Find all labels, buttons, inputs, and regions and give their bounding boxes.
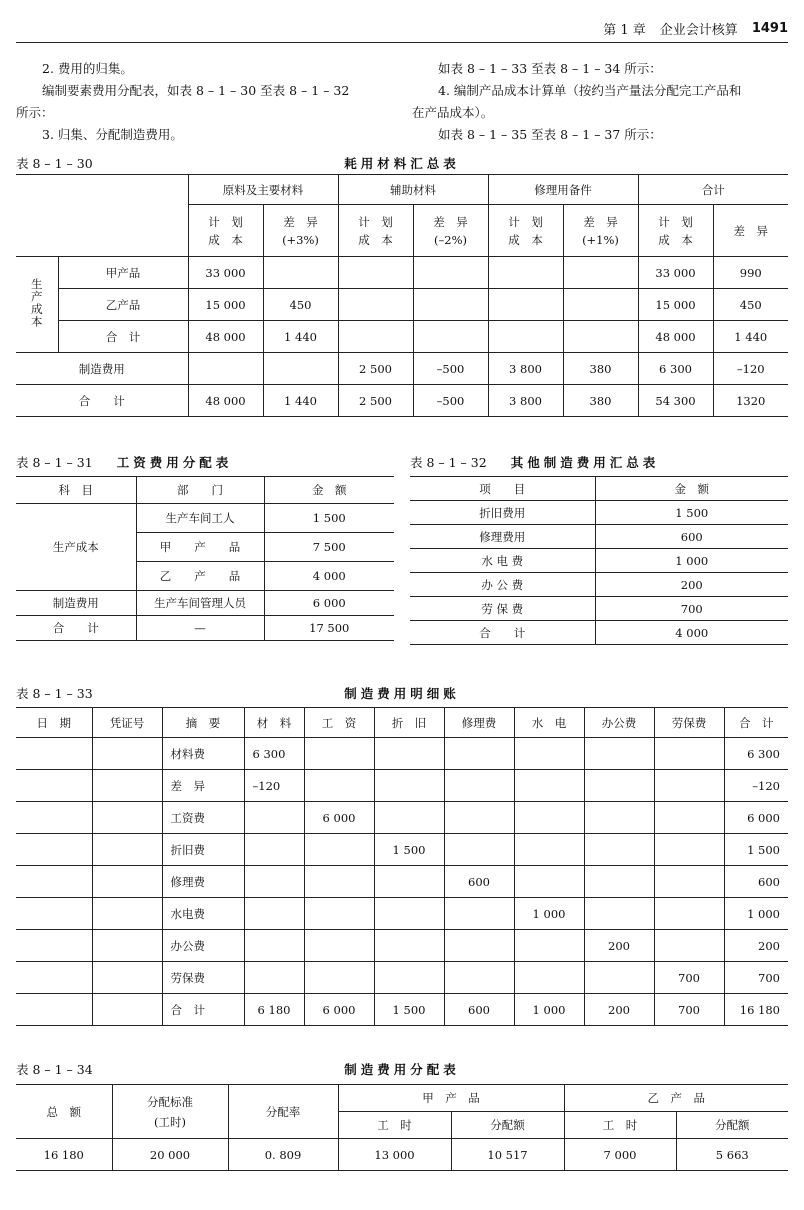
cell: 修理费用 — [410, 525, 595, 549]
cell — [413, 321, 488, 353]
cell — [563, 321, 638, 353]
col-header: 项 目 — [410, 477, 595, 501]
row-group-label: 生产成本 — [16, 504, 136, 591]
cell: — — [136, 616, 264, 641]
cell — [488, 257, 563, 289]
cell — [338, 289, 413, 321]
table-number: 表 8 – 1 – 32 — [410, 455, 487, 470]
col-header: 凭证号 — [92, 708, 162, 738]
table-row — [410, 549, 788, 573]
cell: 3 800 — [488, 385, 563, 417]
cell: 700 — [595, 597, 788, 621]
cell: 33 000 — [188, 257, 263, 289]
cell — [413, 289, 488, 321]
cell — [338, 321, 413, 353]
table-32-caption — [410, 453, 659, 471]
table-total-row — [16, 616, 394, 641]
table-31-caption — [16, 453, 232, 471]
cell: 380 — [563, 385, 638, 417]
table-mfg-allocation — [16, 1084, 788, 1171]
cell: 生产车间管理人员 — [136, 591, 264, 616]
cell: 劳保费 — [162, 962, 244, 994]
table-34-caption — [16, 1060, 788, 1078]
cell: 33 000 — [638, 257, 713, 289]
cell: 制造费用 — [16, 591, 136, 616]
cell — [488, 321, 563, 353]
table-30-caption — [16, 154, 788, 172]
col-header: 折 旧 — [374, 708, 444, 738]
running-header — [16, 14, 788, 43]
cell: 990 — [713, 257, 788, 289]
cell: 1 440 — [713, 321, 788, 353]
paragraph: 4. 编制产品成本计算单（按约当产量法分配完工产品和 — [438, 83, 742, 98]
row-label: 合 计 — [58, 321, 188, 353]
table-title: 其他制造费用汇总表 — [510, 455, 660, 470]
col-header: 金 额 — [595, 477, 788, 501]
cell: 水电费 — [162, 898, 244, 930]
cell: 5 663 — [676, 1139, 788, 1171]
cell — [338, 257, 413, 289]
cell: 折旧费用 — [410, 501, 595, 525]
col-header-plan: 计 划 成 本 — [488, 205, 563, 257]
table-row: 工资费 6 000 6 000 — [16, 802, 788, 834]
col-header: 水 电 — [514, 708, 584, 738]
chapter-title: 企业会计核算 — [659, 22, 738, 38]
table-row: 劳保费 700 700 — [16, 962, 788, 994]
table-row: 水电费 1 000 1 000 — [16, 898, 788, 930]
table-wage-allocation — [16, 476, 394, 641]
table-material-summary — [16, 174, 788, 417]
cell: 材料费 — [162, 738, 244, 770]
cell — [563, 257, 638, 289]
table-row: 差 异 –120 –120 — [16, 770, 788, 802]
table-total-row — [16, 385, 788, 417]
cell: 合 计 — [162, 994, 244, 1026]
col-header: 工 时 — [564, 1112, 676, 1139]
col-group-header: 修理用备件 — [488, 175, 638, 205]
table-row — [16, 321, 788, 353]
col-header: 金 额 — [264, 477, 394, 504]
cell: 水 电 费 — [410, 549, 595, 573]
cell: 13 000 — [338, 1139, 451, 1171]
paragraph: 所示： — [16, 105, 54, 120]
col-header: 分配额 — [451, 1112, 564, 1139]
table-row — [16, 289, 788, 321]
cell: 450 — [263, 289, 338, 321]
col-header: 总 额 — [16, 1085, 112, 1139]
table-title: 制造费用明细账 — [344, 686, 460, 701]
col-header-diff: 差 异 (–2%) — [413, 205, 488, 257]
cell: 办公费 — [162, 930, 244, 962]
cell: 54 300 — [638, 385, 713, 417]
cell: 15 000 — [638, 289, 713, 321]
table-row — [16, 1139, 788, 1171]
col-header-diff: 差 异 — [713, 205, 788, 257]
cell: 1 500 — [264, 504, 394, 533]
row-label: 合 计 — [16, 385, 188, 417]
table-number: 表 8 – 1 – 33 — [16, 686, 93, 701]
table-number: 表 8 – 1 – 34 — [16, 1062, 93, 1077]
cell: 乙 产 品 — [136, 562, 264, 591]
table-row — [16, 504, 394, 533]
table-row: 材料费 6 300 6 300 — [16, 738, 788, 770]
cell: 16 180 — [16, 1139, 112, 1171]
corner-cell — [16, 175, 188, 257]
cell: 7 000 — [564, 1139, 676, 1171]
cell: –500 — [413, 385, 488, 417]
cell: 生产车间工人 — [136, 504, 264, 533]
cell: 办 公 费 — [410, 573, 595, 597]
cell: 17 500 — [264, 616, 394, 641]
cell: 48 000 — [188, 385, 263, 417]
cell: 劳 保 费 — [410, 597, 595, 621]
col-header-diff: 差 异 (+1%) — [563, 205, 638, 257]
chapter-number: 第 1 章 — [603, 22, 646, 38]
page-number: 1491 — [751, 20, 788, 36]
table-row — [410, 501, 788, 525]
cell — [488, 289, 563, 321]
col-header-plan: 计 划 成 本 — [338, 205, 413, 257]
col-group-header: 辅助材料 — [338, 175, 488, 205]
col-header-plan: 计 划 成 本 — [638, 205, 713, 257]
cell: 1 440 — [263, 385, 338, 417]
cell: 15 000 — [188, 289, 263, 321]
table-row — [410, 525, 788, 549]
cell: 600 — [595, 525, 788, 549]
col-header: 工 资 — [304, 708, 374, 738]
table-33-caption — [16, 684, 788, 702]
cell: 折旧费 — [162, 834, 244, 866]
paragraph: 在产品成本）。 — [412, 105, 494, 120]
cell: 6 000 — [264, 591, 394, 616]
row-label: 乙产品 — [58, 289, 188, 321]
table-number: 表 8 – 1 – 31 — [16, 455, 93, 470]
cell — [563, 289, 638, 321]
col-header: 修理费 — [444, 708, 514, 738]
paragraph: 如表 8 – 1 – 35 至表 8 – 1 – 37 所示： — [438, 127, 662, 142]
cell: 合 计 — [410, 621, 595, 645]
cell: 工资费 — [162, 802, 244, 834]
cell: 2 500 — [338, 385, 413, 417]
table-row — [410, 573, 788, 597]
cell: 450 — [713, 289, 788, 321]
table-row — [16, 257, 788, 289]
cell: 甲 产 品 — [136, 533, 264, 562]
col-header: 摘 要 — [162, 708, 244, 738]
row-label: 甲产品 — [58, 257, 188, 289]
table-row — [410, 597, 788, 621]
table-row: 修理费 600 600 — [16, 866, 788, 898]
cell: 4 000 — [264, 562, 394, 591]
cell — [188, 353, 263, 385]
cell: 200 — [595, 573, 788, 597]
cell: –500 — [413, 353, 488, 385]
cell: 修理费 — [162, 866, 244, 898]
right-column-text — [412, 58, 792, 146]
cell: 1 500 — [595, 501, 788, 525]
col-header: 分配标准 (工时) — [112, 1085, 228, 1139]
cell — [263, 353, 338, 385]
table-title: 制造费用分配表 — [344, 1062, 460, 1077]
table-mfg-ledger — [16, 707, 788, 1026]
cell: 6 300 — [638, 353, 713, 385]
paragraph: 编制要素费用分配表，如表 8 – 1 – 30 至表 8 – 1 – 32 — [42, 83, 350, 98]
table-other-mfg-expense — [410, 476, 788, 645]
col-header: 分配率 — [228, 1085, 338, 1139]
cell: –120 — [713, 353, 788, 385]
row-group-label: 生产成本 — [16, 257, 58, 353]
col-group-header: 原料及主要材料 — [188, 175, 338, 205]
cell: 3 800 — [488, 353, 563, 385]
col-header: 日 期 — [16, 708, 92, 738]
table-total-row — [410, 621, 788, 645]
cell: 48 000 — [638, 321, 713, 353]
col-header: 办公费 — [584, 708, 654, 738]
paragraph: 3. 归集、分配制造费用。 — [42, 127, 183, 142]
col-header: 分配额 — [676, 1112, 788, 1139]
cell: 1 440 — [263, 321, 338, 353]
cell: 4 000 — [595, 621, 788, 645]
col-header: 工 时 — [338, 1112, 451, 1139]
col-header: 合 计 — [724, 708, 788, 738]
col-group-header: 乙 产 品 — [564, 1085, 788, 1112]
cell: 1 000 — [595, 549, 788, 573]
cell — [413, 257, 488, 289]
col-header: 部 门 — [136, 477, 264, 504]
cell: 10 517 — [451, 1139, 564, 1171]
cell: 2 500 — [338, 353, 413, 385]
paragraph: 2. 费用的归集。 — [42, 61, 133, 76]
table-number: 表 8 – 1 – 30 — [16, 156, 93, 171]
col-group-header: 合计 — [638, 175, 788, 205]
cell: 20 000 — [112, 1139, 228, 1171]
left-column-text — [16, 58, 396, 146]
cell: 7 500 — [264, 533, 394, 562]
table-title: 工资费用分配表 — [116, 455, 233, 470]
col-header-diff: 差 异 (+3%) — [263, 205, 338, 257]
col-header: 材 料 — [244, 708, 304, 738]
table-row: 折旧费 1 500 1 500 — [16, 834, 788, 866]
table-row — [16, 353, 788, 385]
table-total-row: 合 计 6 180 6 000 1 500 600 1 000 200 700 16 180 — [16, 994, 788, 1026]
table-row: 办公费 200 200 — [16, 930, 788, 962]
col-header: 劳保费 — [654, 708, 724, 738]
col-header-plan: 计 划 成 本 — [188, 205, 263, 257]
cell: 1320 — [713, 385, 788, 417]
table-row — [16, 591, 394, 616]
paragraph: 如表 8 – 1 – 33 至表 8 – 1 – 34 所示： — [438, 61, 662, 76]
cell: 合 计 — [16, 616, 136, 641]
col-header: 科 目 — [16, 477, 136, 504]
cell: 0. 809 — [228, 1139, 338, 1171]
cell: 差 异 — [162, 770, 244, 802]
cell — [263, 257, 338, 289]
row-label: 制造费用 — [16, 353, 188, 385]
col-group-header: 甲 产 品 — [338, 1085, 564, 1112]
cell: 48 000 — [188, 321, 263, 353]
table-title: 耗用材料汇总表 — [344, 156, 460, 171]
cell: 380 — [563, 353, 638, 385]
